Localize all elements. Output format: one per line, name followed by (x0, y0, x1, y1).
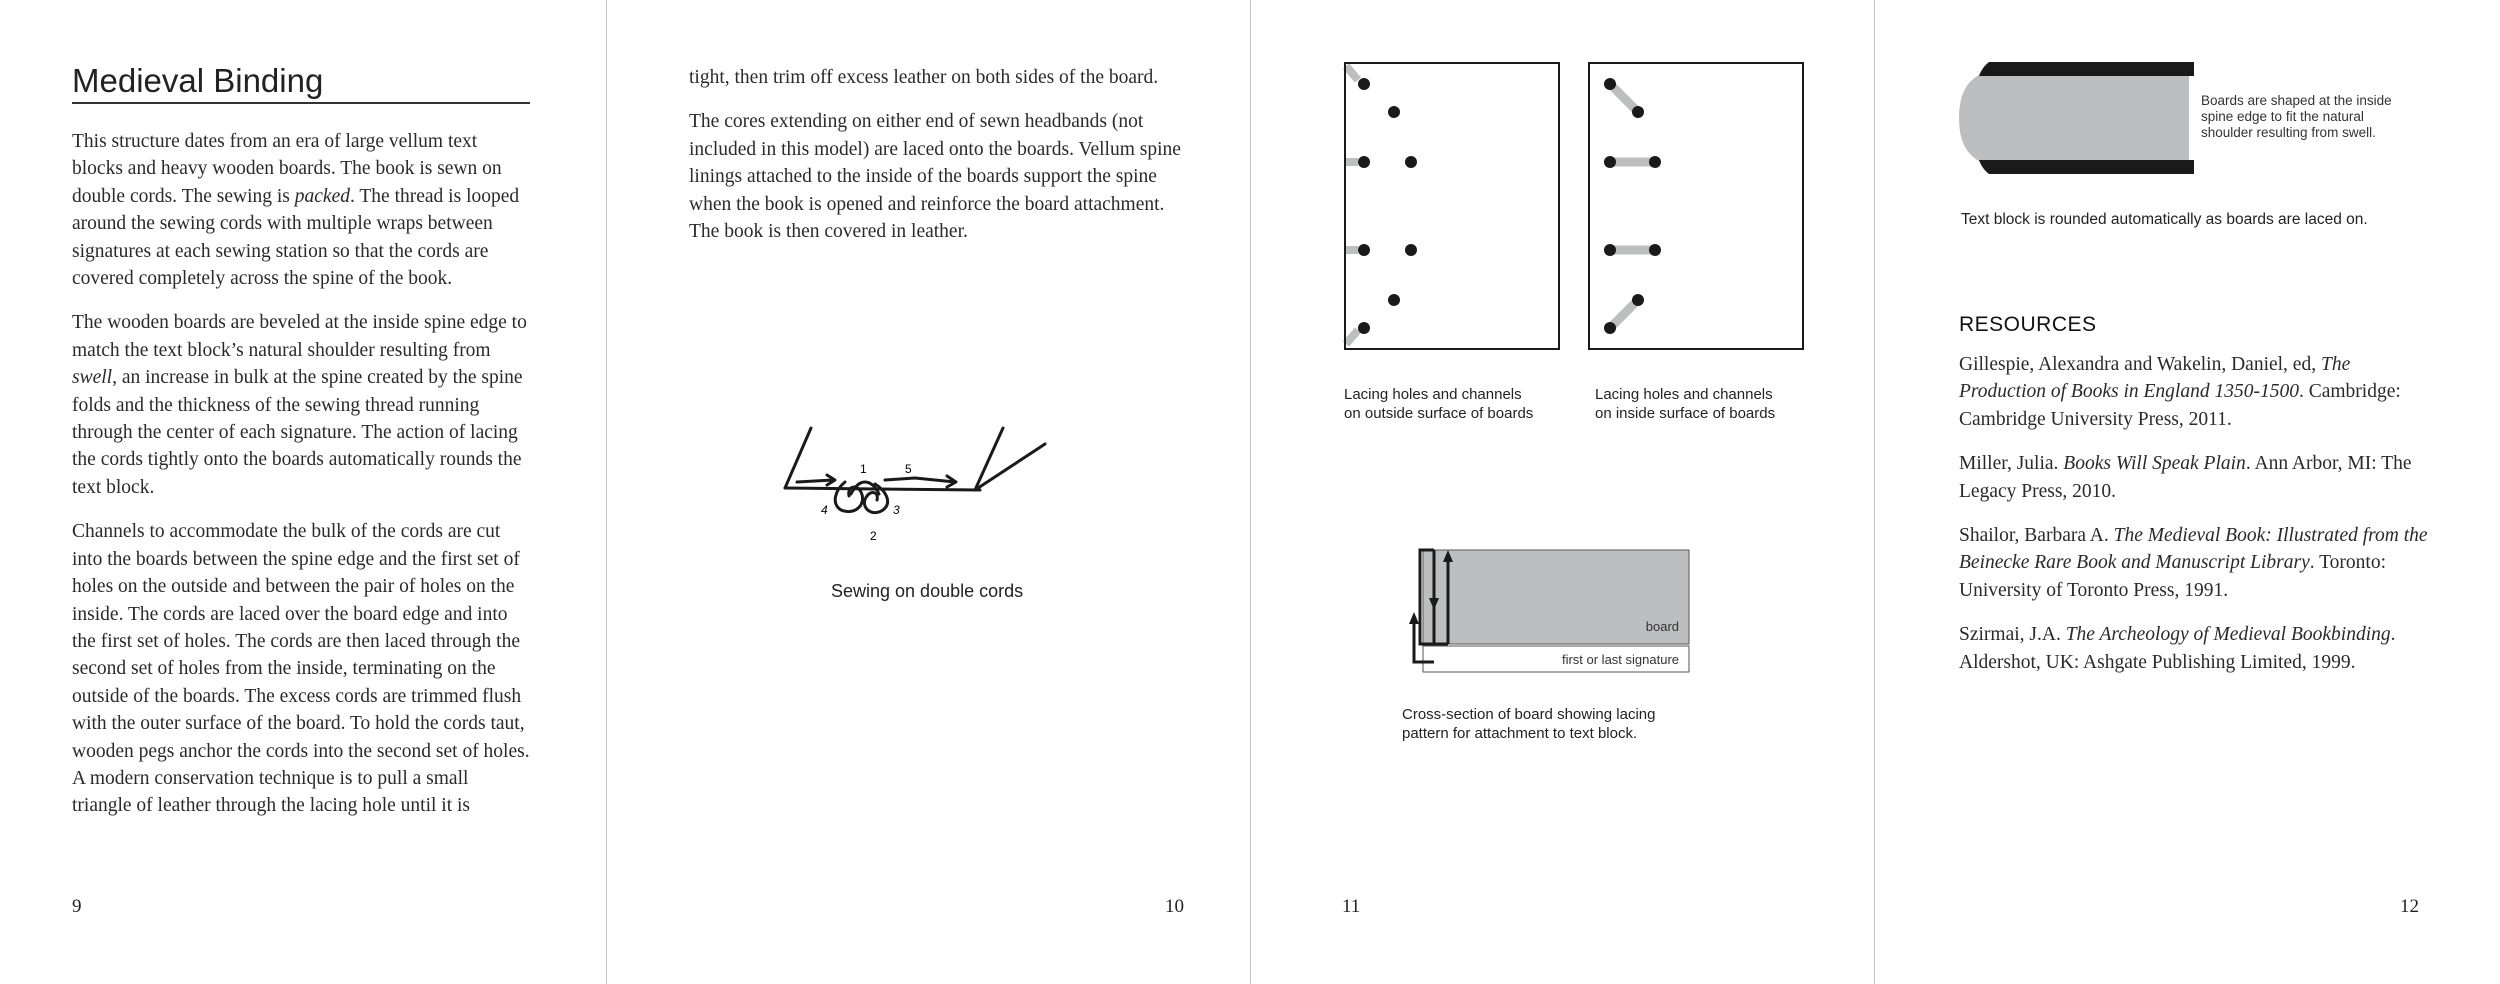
board-label: board (1645, 619, 1679, 634)
stitch-label: 1 (860, 462, 867, 476)
top-board (1979, 62, 2194, 76)
right-arrow-path (885, 478, 955, 482)
inside-board-diagram (1588, 62, 1804, 350)
gutter-line (606, 0, 607, 984)
signature-label: first or last signature (1561, 652, 1679, 667)
paragraph: This structure dates from an era of large vellum text blocks and heavy wooden boards. The book is sewn on double cords. The sewing is packed. The thread is looped around the sewing cords with multiple wraps between signatures at each sewing station so that the cords are covered completely across the spine of the book. (72, 131, 520, 290)
resources-heading: RESOURCES (1959, 313, 2097, 336)
stitch-label: 3 (893, 503, 900, 517)
text-block-shape (1959, 74, 2189, 162)
right-board-line (975, 428, 1045, 490)
page-number: 11 (1342, 896, 1361, 917)
left-arrow-path (797, 480, 833, 482)
gutter-line (1874, 0, 1875, 984)
resource-entry: Miller, Julia. Books Will Speak Plain. Ann Arbor, MI: The Legacy Press, 2010. (1959, 453, 2412, 502)
page-number: 12 (2400, 896, 2419, 917)
page-12 (1893, 0, 2500, 984)
board-shape-diagram (1959, 62, 2199, 176)
page-9 (0, 0, 606, 984)
sewing-diagram (775, 420, 1075, 560)
figure-caption: Sewing on double cords (831, 581, 1024, 601)
page-number: 10 (1165, 896, 1184, 917)
paragraph: tight, then trim off excess leather on both sides of the board. (689, 67, 1159, 88)
paragraph: The cores extending on either end of sewn headbands (not included in this model) are laced onto the boards. Vellum spine linings attached to the inside of the boards support the spine when the book is opened and reinforce the board attachment. The book is then covered in leather. (689, 111, 1181, 243)
cross-section-diagram (1412, 546, 1702, 676)
page-title: Medieval Binding (72, 62, 530, 104)
diagram-note: Boards are shaped at the inside spine edge to fit the natural shoulder resulting from swell. (2201, 93, 2392, 140)
figure-caption: Text block is rounded automatically as boards are laced on. (1961, 211, 2368, 228)
stitch-label: 5 (905, 462, 912, 476)
paragraph: The wooden boards are beveled at the inside spine edge to match the text block’s natural shoulder resulting from swell, an increase in bulk at the spine created by the spine folds and the thickness of the sewing thread running through the center of each signature. The action of lacing the cords tightly onto the boards automatically rounds the text block. (72, 312, 527, 498)
paragraph: Channels to accommodate the bulk of the cords are cut into the boards between the spine edge and the first set of holes on the outside and between the pair of holes on the inside. The cords are laced over the board edge and into the first set of holes. The cords are then laced through the second set of holes from the inside, terminating on the outside of the boards. The excess cords are trimmed flush with the outer surface of the board. To hold the cords taut, wooden pegs anchor the cords into the second set of holes. A modern conservation technique is to pull a small triangle of leather through the lacing hole until it is (72, 521, 530, 817)
left-board-line (785, 428, 811, 488)
figure-caption: Lacing holes and channels on outside surface of boards (1344, 386, 1534, 422)
resource-entry: Shailor, Barbara A. The Medieval Book: Illustrated from the Beinecke Rare Book and Manuscript Library. Toronto: University of Toronto Press, 1991. (1959, 525, 2428, 601)
body-text (72, 128, 532, 837)
left-loop (835, 482, 862, 512)
outside-board-diagram (1344, 62, 1560, 350)
resources-list (1959, 351, 2429, 693)
body-text (689, 64, 1189, 262)
page-11 (1268, 0, 1874, 984)
resource-entry: Szirmai, J.A. The Archeology of Medieval Bookbinding. Aldershot, UK: Ashgate Publishing Limited, 1999. (1959, 624, 2396, 673)
stitch-label: 4 (821, 503, 828, 517)
gutter-line (1250, 0, 1251, 984)
bottom-board (1979, 160, 2194, 174)
figure-caption: Cross-section of board showing lacing pattern for attachment to text block. (1402, 706, 1656, 742)
figure-caption: Lacing holes and channels on inside surface of boards (1595, 386, 1776, 422)
page-10 (645, 0, 1250, 984)
resource-entry: Gillespie, Alexandra and Wakelin, Daniel, ed, The Production of Books in England 1350-1500. Cambridge: Cambridge University Press, 2011. (1959, 354, 2401, 430)
page-number: 9 (72, 896, 82, 917)
stitch-label: 2 (870, 529, 877, 543)
